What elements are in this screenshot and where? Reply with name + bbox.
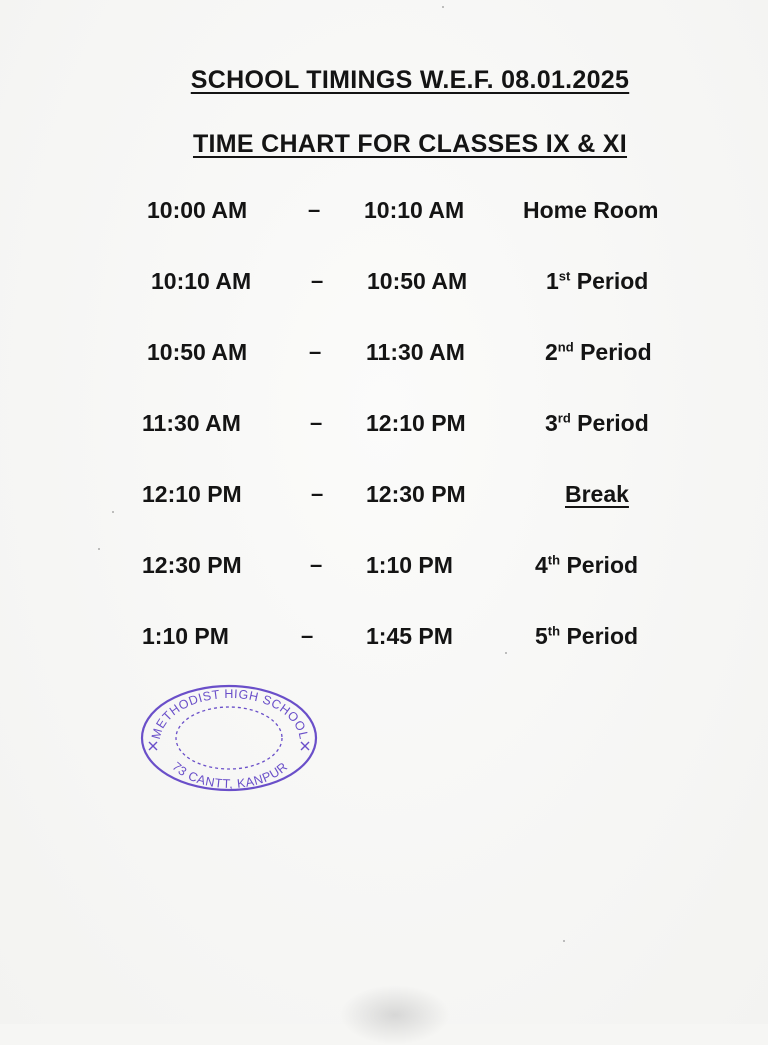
period-label-suffix: nd <box>557 339 574 355</box>
period-label <box>523 197 658 224</box>
period-label-suffix: th <box>547 623 561 639</box>
end-time: 12:30 PM <box>366 481 466 507</box>
school-stamp-graphic <box>138 680 320 798</box>
period-label <box>546 268 648 295</box>
time-separator: – <box>310 552 323 577</box>
end-time: 1:10 PM <box>366 552 453 578</box>
start-time: 10:00 AM <box>147 197 248 223</box>
period-label-text: Period <box>560 623 639 649</box>
period-label-number: 1 <box>546 268 559 294</box>
period-label-number: 3 <box>545 410 558 436</box>
scan-speck <box>563 940 565 942</box>
schedule-row <box>0 481 768 515</box>
end-time: 11:30 AM <box>366 339 465 365</box>
stamp-bottom-text: 73 CANTT, KANPUR <box>169 759 291 792</box>
stamp-inner-ring <box>176 707 282 769</box>
period-label-text: Period <box>570 268 649 294</box>
schedule-row <box>0 268 768 302</box>
schedule-row <box>0 552 768 586</box>
end-time: 1:45 PM <box>366 623 453 649</box>
start-time: 1:10 PM <box>142 623 229 649</box>
period-label <box>545 339 652 366</box>
scan-speck <box>112 511 114 513</box>
time-separator: – <box>311 481 324 506</box>
period-label-number: 4 <box>535 552 548 578</box>
start-time: 10:50 AM <box>147 339 248 365</box>
start-time: 10:10 AM <box>151 268 252 294</box>
end-time: 10:10 AM <box>364 197 465 223</box>
period-label-text: Period <box>560 552 639 578</box>
period-label-number: 5 <box>535 623 548 649</box>
scan-shadow <box>340 985 450 1045</box>
period-label-number: 2 <box>545 339 558 365</box>
period-label <box>535 623 638 650</box>
period-label <box>545 410 649 437</box>
stamp-outer-ring <box>142 686 316 790</box>
time-separator: – <box>310 410 323 435</box>
period-label-suffix: rd <box>557 410 571 426</box>
school-stamp <box>138 680 320 798</box>
start-time: 11:30 AM <box>142 410 241 436</box>
time-separator: – <box>311 268 324 293</box>
time-separator: – <box>308 197 321 222</box>
document-title <box>0 66 768 95</box>
period-label <box>565 481 629 508</box>
scan-speck <box>442 6 444 8</box>
time-separator: – <box>309 339 322 364</box>
start-time: 12:30 PM <box>142 552 242 578</box>
period-label-text: Break <box>565 481 629 507</box>
schedule-row <box>0 410 768 444</box>
schedule-row <box>0 623 768 657</box>
document-subtitle-text: TIME CHART FOR CLASSES IX & XI <box>192 130 628 158</box>
period-label <box>535 552 638 579</box>
end-time: 12:10 PM <box>366 410 466 436</box>
period-label-text: Period <box>573 339 652 365</box>
period-label-suffix: th <box>547 552 561 568</box>
time-separator: – <box>301 623 314 648</box>
stamp-right-cross-icon <box>301 742 309 750</box>
document-title-text: SCHOOL TIMINGS W.E.F. 08.01.2025 <box>190 66 630 94</box>
schedule-row <box>0 197 768 231</box>
period-label-suffix: st <box>558 268 571 284</box>
scan-speck <box>98 548 100 550</box>
stamp-top-text: METHODIST HIGH SCHOOL <box>148 686 311 741</box>
end-time: 10:50 AM <box>367 268 468 294</box>
start-time: 12:10 PM <box>142 481 242 507</box>
document-subtitle <box>0 130 768 159</box>
stamp-left-cross-icon <box>149 742 157 750</box>
period-label-text: Home Room <box>523 197 659 223</box>
scan-speck <box>505 652 507 654</box>
period-label-text: Period <box>570 410 649 436</box>
schedule-row <box>0 339 768 373</box>
